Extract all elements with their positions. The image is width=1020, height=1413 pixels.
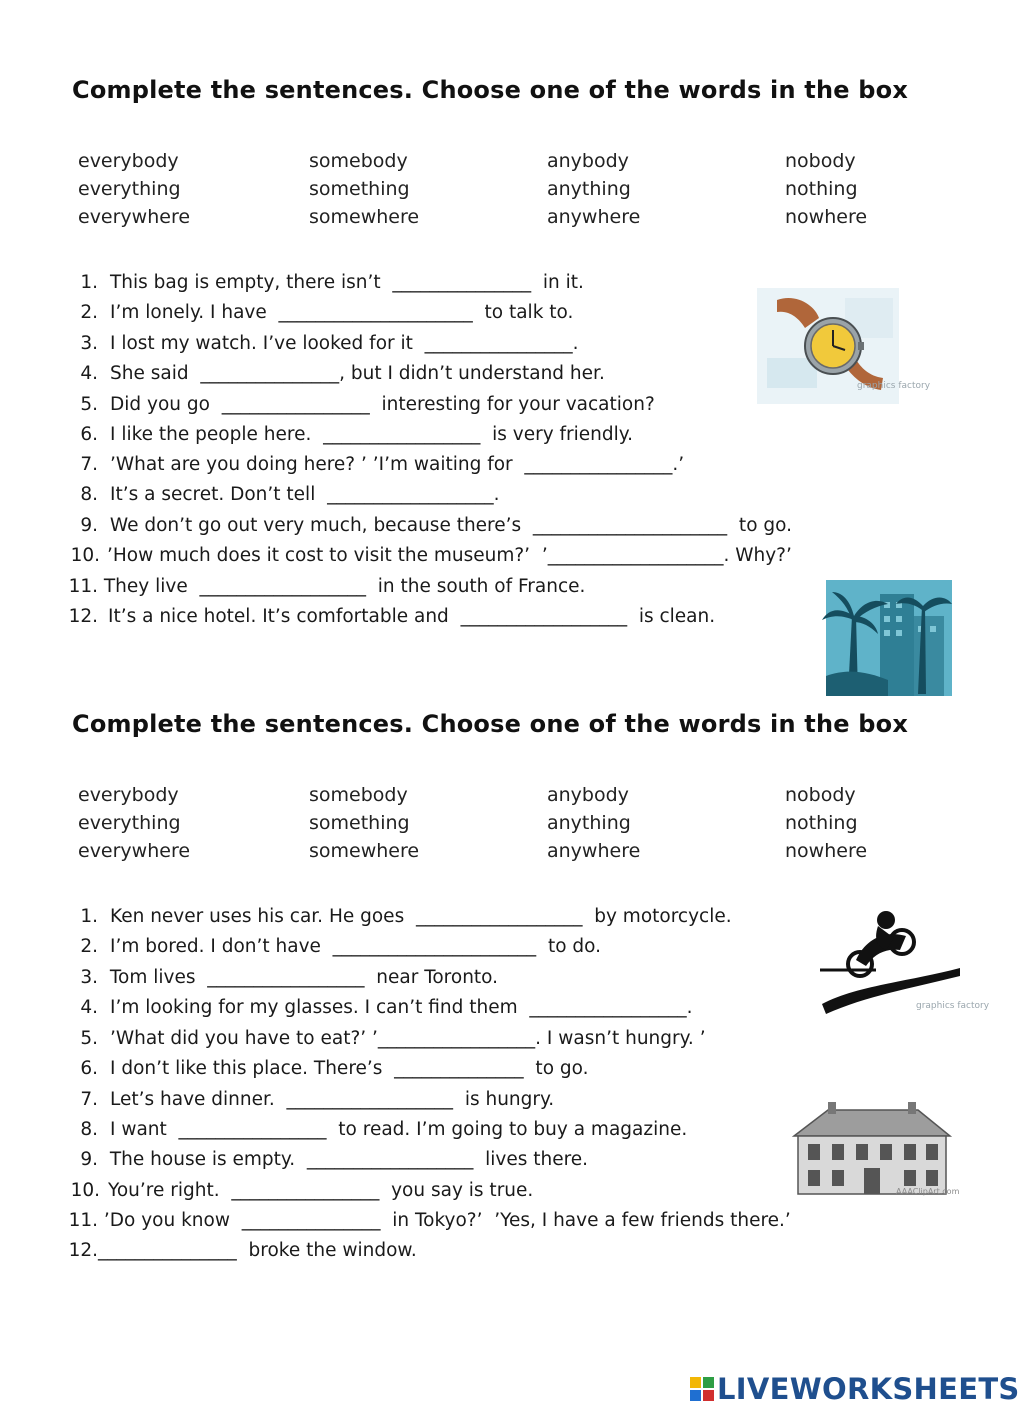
word-box-word: somebody [309,784,408,806]
word-box-word: everywhere [78,840,191,862]
sentence-text: Let’s have dinner. __________________ is hungry. [110,1089,555,1110]
sentence-number: 4. [80,997,98,1018]
sentence-text: The house is empty. __________________ lives there. [104,1149,589,1170]
sentence-number: 6. [80,424,98,445]
sentence-number: 10. [70,545,100,566]
sentence-text: Tom lives _________________ near Toronto. [104,967,499,988]
sentence-number: 11. [68,576,98,597]
word-box-word: nothing [785,178,858,200]
word-box-word: anybody [547,784,629,806]
sentence-text: I’m lonely. I have _____________________ to talk to. [110,302,574,323]
sentence-text: Did you go ________________ interesting for your vacation? [110,394,655,415]
word-box-word: everybody [78,784,179,806]
sentence-number: 2. [80,936,98,957]
sentence-number: 4. [80,363,98,384]
word-box-word: anything [547,812,631,834]
word-box-word: nowhere [785,840,868,862]
liveworksheets-logo-icon [690,1377,714,1401]
sentence-text: They live __________________ in the south of France. [98,576,586,597]
word-box-word: everywhere [78,206,191,228]
sentence-number: 5. [80,1028,98,1049]
motorcycle-caption: graphics factory [916,1001,990,1011]
sentence-text: She said _______________, but I didn’t understand her. [110,363,605,384]
sentence-number: 9. [80,1149,98,1170]
sentence-text: I want ________________ to read. I’m going to buy a magazine. [110,1119,688,1140]
word-box-word: anything [547,178,631,200]
sentence-number: 1. [80,906,98,927]
sentence-text: It’s a nice hotel. It’s comfortable and __________________ is clean. [108,606,716,627]
sentence-text: ’How much does it cost to visit the museum?’ ’___________________. Why?’ [107,545,792,566]
liveworksheets-logo [690,1372,1020,1406]
sentence-number: 1. [80,272,98,293]
house-image [788,1102,960,1198]
word-box-word: everybody [78,150,179,172]
word-box-word: nobody [785,784,856,806]
sentence-number: 7. [80,1089,98,1110]
house-caption: AAAClipArt.com [896,1187,960,1196]
sentence-text: I like the people here. _________________ is very friendly. [110,424,633,445]
sentence-text: _______________ broke the window. [98,1240,417,1261]
sentence-number: 2. [80,302,98,323]
sentence-number: 12. [68,1240,98,1261]
sentence-number: 3. [80,967,98,988]
sentence-number: 9. [80,515,98,536]
sentence-number: 12. [68,606,98,627]
liveworksheets-logo-text: LIVEWORKSHEETS [717,1372,1020,1406]
sentence-number: 8. [80,1119,98,1140]
sentence-number: 8. [80,484,98,505]
word-box-word: nobody [785,150,856,172]
sentence-text: I lost my watch. I’ve looked for it ________________. [110,333,579,354]
word-box-word: anywhere [547,840,641,862]
sentence-text: ’What are you doing here? ’ ’I’m waiting for ________________.’ [110,454,685,475]
sentence-number: 7. [80,454,98,475]
word-box-word: something [309,812,410,834]
section-1-title: Complete the sentences. Choose one of the words in the box [72,76,909,104]
word-box-word: somebody [309,150,408,172]
sentence-text: Ken never uses his car. He goes __________________ by motorcycle. [110,906,732,927]
watch-image [757,288,931,404]
sentence-text: ’What did you have to eat?’ ’_________________. I wasn’t hungry. ’ [110,1028,706,1049]
word-box-word: anywhere [547,206,641,228]
sentence-text: It’s a secret. Don’t tell __________________. [110,484,500,505]
word-box-word: everything [78,812,181,834]
motorcycle-image [816,908,990,1020]
sentence-number: 3. [80,333,98,354]
sentence-number: 6. [80,1058,98,1079]
word-box-word: somewhere [309,840,420,862]
word-box-word: anybody [547,150,629,172]
word-box-word: everything [78,178,181,200]
word-box-word: something [309,178,410,200]
sentence-text: This bag is empty, there isn’t _______________ in it. [110,272,584,293]
word-box-word: nothing [785,812,858,834]
sentence-text: I’m looking for my glasses. I can’t find them _________________. [110,997,693,1018]
watch-caption: graphics factory [857,381,931,391]
word-box-word: somewhere [309,206,420,228]
sentence-text: You’re right. ________________ you say is true. [108,1180,534,1201]
sentence-number: 11. [68,1210,98,1231]
section-2-title: Complete the sentences. Choose one of the words in the box [72,710,909,738]
sentence-number: 5. [80,394,98,415]
sentence-text: I don’t like this place. There’s ______________ to go. [110,1058,589,1079]
sentence-number: 10. [70,1180,100,1201]
sentence-text: ’Do you know _______________ in Tokyo?’ ’Yes, I have a few friends there.’ [98,1210,791,1231]
sentence-text: We don’t go out very much, because there’s _____________________ to go. [104,515,793,536]
hotel-palm-image [818,576,954,698]
word-box-word: nowhere [785,206,868,228]
sentence-text: I’m bored. I don’t have ______________________ to do. [110,936,602,957]
